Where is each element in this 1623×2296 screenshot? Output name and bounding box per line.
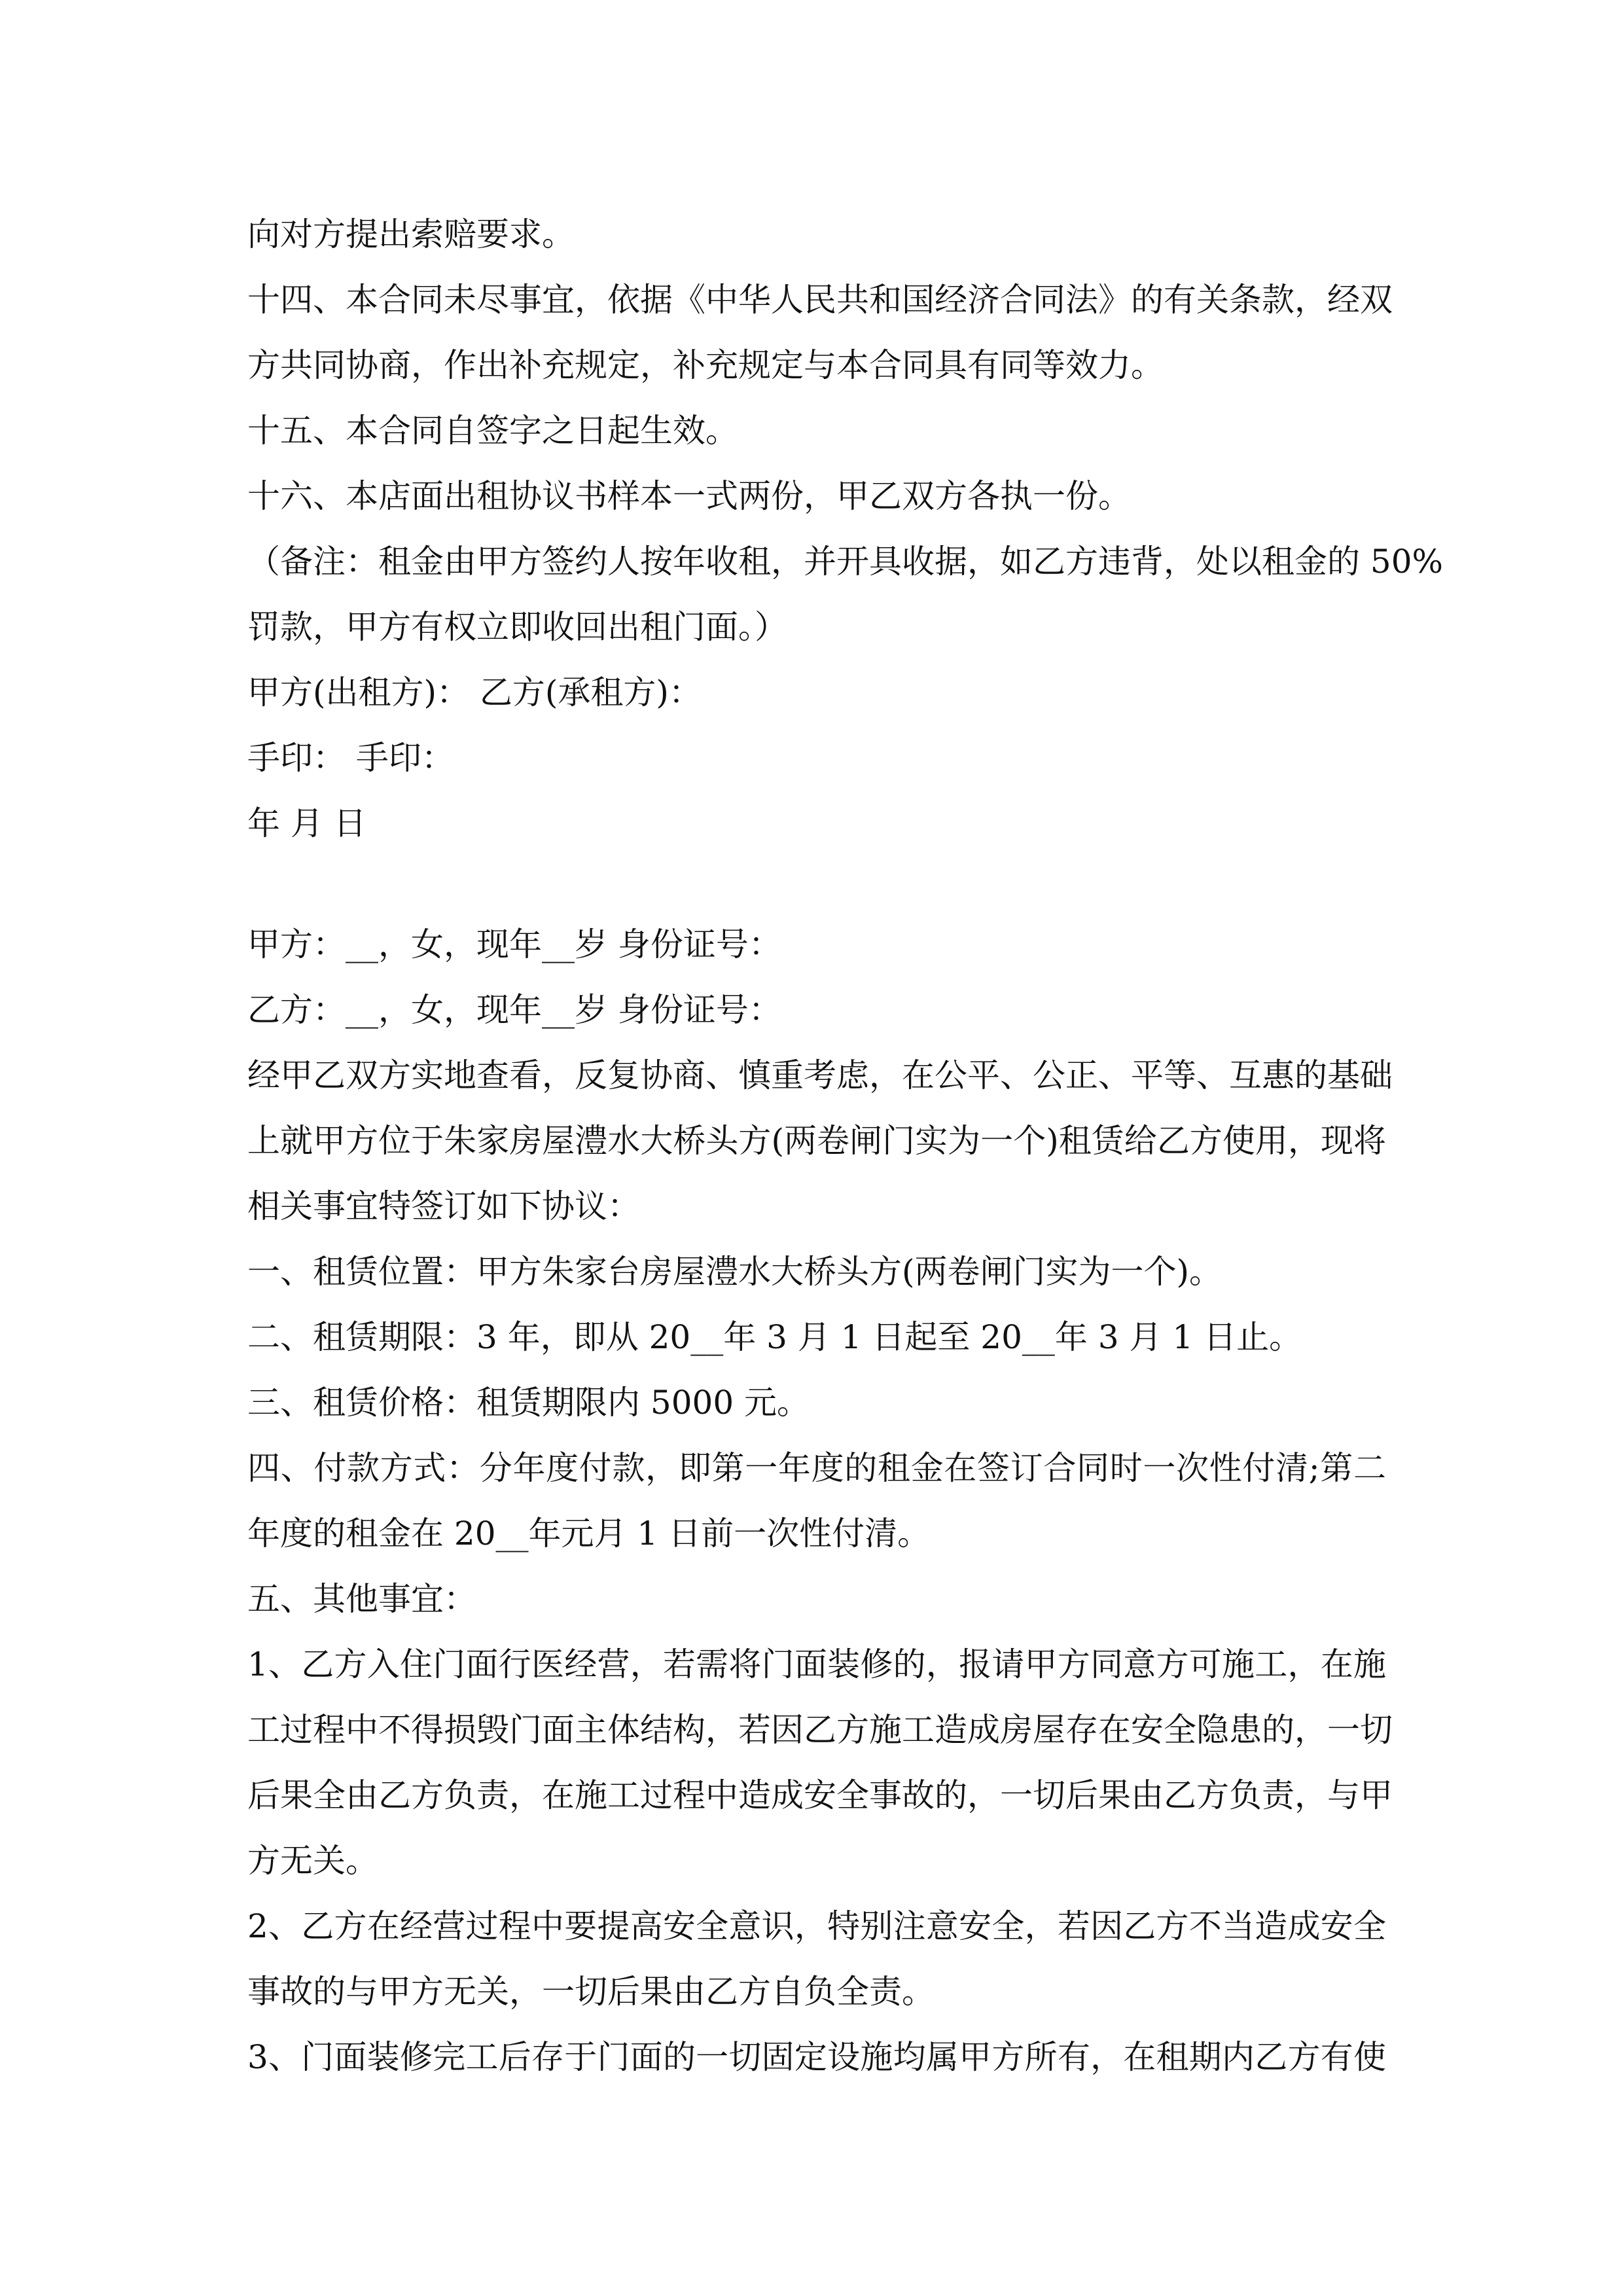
- lease-agreement: [247, 912, 1393, 2090]
- text-line: 1、乙方入住门面行医经营，若需将门面装修的，报请甲方同意方可施工，在施: [247, 1645, 1386, 1683]
- text-line: 十四、本合同未尽事宜，依据《中华人民共和国经济合同法》的有关条款，经双: [247, 281, 1393, 319]
- contract-clauses-end: [247, 202, 1444, 856]
- text-line: 三、租赁价格：租赁期限内 5000 元。: [247, 1384, 810, 1422]
- text-line: 方共同协商，作出补充规定，补充规定与本合同具有同等效力。: [247, 346, 1164, 384]
- text-line: 二、租赁期限：3 年，即从 20__年 3 月 1 日起至 20__年 3 月 1 日止。: [247, 1318, 1302, 1356]
- text-line: 后果全由乙方负责，在施工过程中造成安全事故的，一切后果由乙方负责，与甲: [247, 1776, 1393, 1814]
- section-gap: [247, 856, 1386, 912]
- text-line: 事故的与甲方无关，一切后果由乙方自负全责。: [247, 1973, 935, 2011]
- text-line: 2、乙方在经营过程中要提高安全意识，特别注意安全，若因乙方不当造成安全: [247, 1907, 1386, 1945]
- text-line: 相关事宜特签订如下协议：: [247, 1187, 640, 1225]
- document-body: [247, 202, 1444, 2090]
- text-line: 一、租赁位置：甲方朱家台房屋澧水大桥头方(两卷闸门实为一个)。: [247, 1253, 1222, 1291]
- text-line: 方无关。: [247, 1842, 378, 1880]
- text-line: 甲方(出租方)： 乙方(承租方)：: [247, 673, 702, 711]
- text-line: 向对方提出索赔要求。: [247, 215, 575, 253]
- text-line: 乙方：__，女，现年__岁 身份证号：: [247, 991, 781, 1029]
- text-line: 甲方：__，女，现年__岁 身份证号：: [247, 925, 781, 963]
- text-line: 十五、本合同自签字之日起生效。: [247, 412, 738, 450]
- text-line: 上就甲方位于朱家房屋澧水大桥头方(两卷闸门实为一个)租赁给乙方使用，现将: [247, 1122, 1386, 1160]
- text-line: 十六、本店面出租协议书样本一式两份，甲乙双方各执一份。: [247, 477, 1131, 515]
- text-line: （备注：租金由甲方签约人按年收租，并开具收据，如乙方违背，处以租金的 50%: [247, 543, 1444, 581]
- text-line: 罚款，甲方有权立即收回出租门面。）: [247, 608, 787, 646]
- text-line: 五、其他事宜：: [247, 1580, 476, 1618]
- text-line: 手印： 手印：: [247, 739, 454, 777]
- text-line: 年 月 日: [247, 804, 366, 842]
- text-line: 经甲乙双方实地查看，反复协商、慎重考虑，在公平、公正、平等、互惠的基础: [247, 1056, 1393, 1094]
- text-line: 工过程中不得损毁门面主体结构，若因乙方施工造成房屋存在安全隐患的，一切: [247, 1711, 1393, 1749]
- text-line: 年度的租金在 20__年元月 1 日前一次性付清。: [247, 1515, 931, 1552]
- text-line: 四、付款方式：分年度付款，即第一年度的租金在签订合同时一次性付清;第二: [247, 1449, 1386, 1487]
- text-line: 3、门面装修完工后存于门面的一切固定设施均属甲方所有，在租期内乙方有使: [247, 2038, 1386, 2076]
